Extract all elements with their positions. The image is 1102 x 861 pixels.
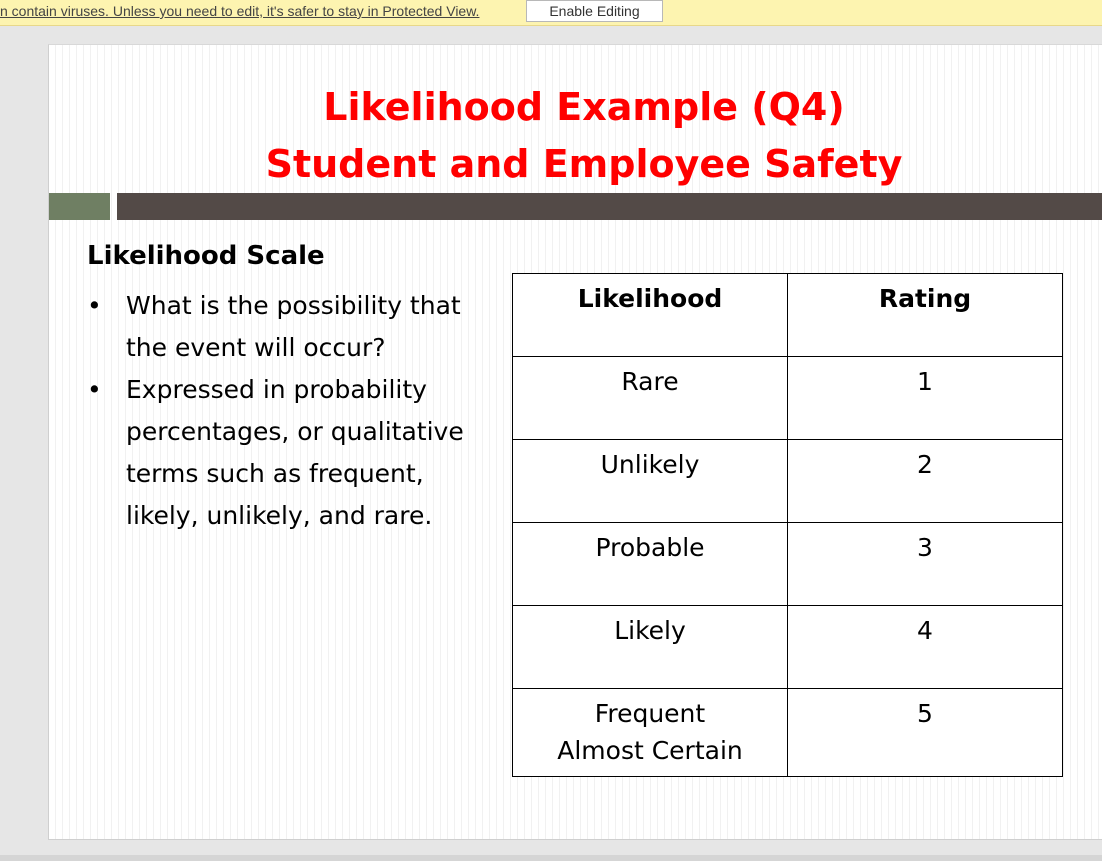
- table-row: [513, 357, 1063, 440]
- enable-editing-button[interactable]: Enable Editing: [526, 0, 663, 22]
- likelihood-cell: [513, 689, 788, 777]
- protected-view-bar: [0, 0, 1102, 26]
- likelihood-cell: [513, 357, 788, 440]
- rating-cell: 4: [788, 606, 1063, 689]
- likelihood-text: Almost Certain: [557, 736, 743, 765]
- rating-cell: 3: [788, 523, 1063, 606]
- header-likelihood: Likelihood: [513, 274, 788, 357]
- likelihood-text: Likely: [614, 616, 686, 645]
- rating-cell: 1: [788, 357, 1063, 440]
- bullet-list: [87, 285, 487, 537]
- bullet-text: What is the possibility that the event will occur?: [126, 291, 461, 362]
- slide-title: [49, 79, 1102, 193]
- likelihood-text: Unlikely: [600, 450, 700, 479]
- title-line-2: Student and Employee Safety: [265, 142, 903, 186]
- likelihood-text: Frequent: [594, 699, 706, 728]
- likelihood-cell: [513, 440, 788, 523]
- header-rating: Rating: [788, 274, 1063, 357]
- accent-bar-green: [49, 193, 110, 220]
- table-row: [513, 440, 1063, 523]
- bullet-item: [87, 285, 487, 369]
- title-line-1: Likelihood Example (Q4): [323, 85, 845, 129]
- accent-bar-dark: [117, 193, 1102, 220]
- table-header-row: [513, 274, 1063, 357]
- bullet-icon: •: [87, 375, 102, 404]
- protected-view-message[interactable]: n contain viruses. Unless you need to edit, it's safer to stay in Protected View.: [0, 3, 480, 19]
- likelihood-table: [512, 273, 1063, 777]
- table-row: [513, 689, 1063, 777]
- table-row: [513, 523, 1063, 606]
- likelihood-cell: [513, 523, 788, 606]
- table-row: [513, 606, 1063, 689]
- bullet-item: [87, 369, 487, 537]
- bullet-icon: •: [87, 291, 102, 320]
- likelihood-text: Probable: [595, 533, 705, 562]
- bullet-text: Expressed in probability percentages, or qualitative terms such as frequent, likely, unlikely, and rare.: [126, 375, 464, 530]
- window-bottom-edge: [0, 855, 1102, 861]
- rating-cell: 5: [788, 689, 1063, 777]
- rating-cell: 2: [788, 440, 1063, 523]
- slide: [48, 44, 1102, 840]
- likelihood-text: Rare: [621, 367, 679, 396]
- likelihood-cell: [513, 606, 788, 689]
- likelihood-scale-heading: Likelihood Scale: [87, 241, 325, 271]
